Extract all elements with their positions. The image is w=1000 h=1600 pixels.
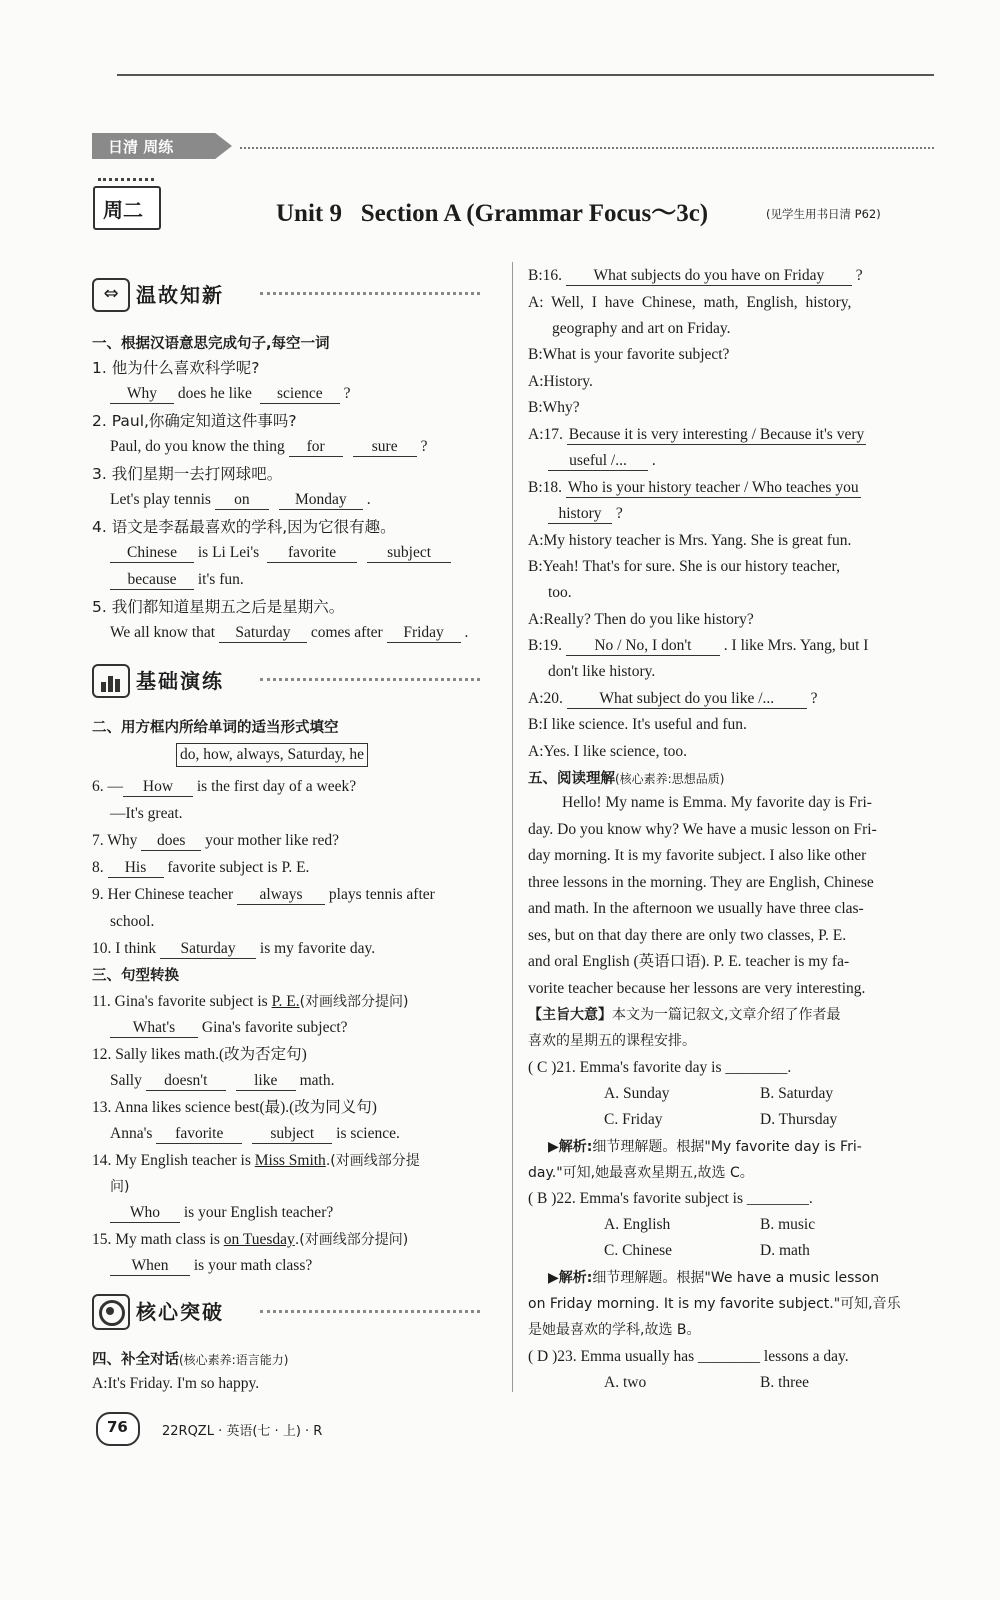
part1-heading: 一、根据汉语意思完成句子,每空一词: [92, 336, 330, 352]
dialog-a3: A:History.: [528, 373, 593, 390]
explain-icon: ▶: [548, 1270, 559, 1286]
bar-chart-icon: [92, 664, 130, 698]
header-dotted-rule: [240, 147, 934, 149]
q13-blank-a: favorite: [156, 1125, 242, 1144]
part5-heading-text: 五、阅读理解: [528, 771, 615, 787]
q3-text: Let's play tennis: [110, 491, 215, 508]
q6-line: [92, 774, 356, 800]
a17-end: .: [648, 452, 656, 469]
q8-text: 8.: [92, 859, 108, 876]
q23-line: [528, 1344, 849, 1370]
q15-text: 15. My math class is: [92, 1231, 224, 1248]
q15-blank: When: [110, 1257, 190, 1276]
q5-end: .: [460, 624, 469, 641]
core-title: 核心突破: [136, 1300, 224, 1324]
q2-prompt: 2. Paul,你确定知道这件事吗?: [92, 412, 297, 430]
q22-text: )22. Emma's favorite subject is ________.: [551, 1190, 813, 1207]
dialog-a17: [528, 422, 866, 448]
top-rule: [117, 74, 934, 76]
q21-option: A. Sunday: [604, 1085, 670, 1102]
q21-answer: C: [537, 1059, 548, 1076]
q21-option: C. Friday: [604, 1111, 663, 1128]
part4-heading-text: 四、补全对话: [92, 1352, 179, 1368]
q14-blank: Who: [110, 1204, 180, 1223]
a17-prefix: A:17.: [528, 426, 567, 443]
q3-answer-line: [110, 487, 371, 513]
passage-line: Hello! My name is Emma. My favorite day is Fri-: [562, 794, 872, 811]
q5-answer-line: [110, 620, 468, 646]
footer-code: 22RQZL · 英语(七 · 上) · R: [162, 1424, 323, 1439]
q6-blank: How: [123, 778, 193, 797]
q5-text: We all know that: [110, 624, 219, 641]
q11-answer-end: Gina's favorite subject?: [198, 1019, 348, 1036]
gist-line: [528, 1002, 840, 1028]
q2-blank-b: sure: [353, 438, 417, 457]
q15-instruction: .(对画线部分提问): [294, 1232, 409, 1248]
dialog-b2: B:What is your favorite subject?: [528, 346, 730, 363]
q12-text: Sally: [110, 1072, 146, 1089]
word-box: do, how, always, Saturday, he: [176, 743, 368, 767]
q10-line: [92, 936, 375, 962]
basic-title: 基础演练: [136, 669, 224, 693]
q12-answer: [110, 1068, 335, 1094]
b19-prefix: B:19.: [528, 637, 566, 654]
q8-blank: His: [108, 859, 164, 878]
target-icon: [92, 1294, 130, 1330]
q5-blank-a: Saturday: [219, 624, 307, 643]
core-banner-rule: [260, 1310, 480, 1313]
part4-heading-note: (核心素养:语言能力): [179, 1353, 289, 1367]
b19-end: . I like Mrs. Yang, but I: [719, 637, 869, 654]
q14-answer: [110, 1200, 333, 1226]
dialog-b4: B:Yeah! That's for sure. She is our history teacher,: [528, 558, 840, 575]
dialog-b19-cont: don't like history.: [548, 663, 656, 680]
part2-heading: 二、用方框内所给单词的适当形式填空: [92, 720, 339, 736]
q23-paren: (: [528, 1348, 538, 1365]
q4-text: is Li Lei's: [194, 544, 264, 561]
dialog-a4: A:My history teacher is Mrs. Yang. She is great fun.: [528, 532, 852, 549]
q1-blank-b: science: [260, 385, 340, 404]
q23-answer: D: [537, 1348, 549, 1365]
q22-exp-text: 细节理解题。根据"We have a music lesson: [592, 1270, 880, 1286]
q14-cont: 问): [110, 1179, 130, 1195]
dialog-b19: [528, 633, 868, 659]
q2-end: ?: [416, 438, 428, 455]
q10-end: is my favorite day.: [256, 940, 376, 957]
dialog-a6: A:Yes. I like science, too.: [528, 743, 687, 760]
q4-end: it's fun.: [194, 571, 244, 588]
passage-line: ses, but on that day there are only two classes, P. E.: [528, 927, 847, 944]
q21-paren: (: [528, 1059, 538, 1076]
passage-line: day. Do you know why? We have a music lesson on Fri-: [528, 821, 877, 838]
q12-end: math.: [295, 1072, 335, 1089]
passage-line: three lessons in the morning. They are English, Chinese: [528, 874, 874, 891]
dialog-b18-cont: [548, 501, 623, 527]
q1-blank-a: Why: [110, 385, 174, 404]
q22-explanation: [548, 1265, 879, 1291]
q22-option: C. Chinese: [604, 1242, 673, 1259]
gist-text: 本文为一篇记叙文,文章介绍了作者最: [612, 1007, 841, 1023]
q3-prompt: 3. 我们星期一去打网球吧。: [92, 465, 283, 483]
dialog-a20: [528, 686, 818, 712]
day-label: 周二: [103, 198, 143, 222]
dialog-a1: A:It's Friday. I'm so happy.: [92, 1375, 260, 1392]
dialog-b16: [528, 263, 863, 289]
q14-line: [92, 1148, 420, 1174]
q13-end: is science.: [332, 1125, 400, 1142]
q4-answer-line: [110, 540, 451, 566]
part5-heading: [528, 767, 724, 788]
dialog-a2: A: Well, I have Chinese, math, English, history,: [528, 294, 852, 311]
q11-blank: What's: [110, 1019, 198, 1038]
q12-blank-b: like: [236, 1072, 296, 1091]
q7-text: 7. Why: [92, 832, 142, 849]
q7-end: your mother like red?: [201, 832, 339, 849]
arrows-icon: ⇔: [92, 278, 130, 312]
b18-end: ?: [612, 505, 623, 522]
q5-blank-b: Friday: [387, 624, 461, 643]
part4-heading: [92, 1348, 288, 1369]
ref-note: (见学生用书日清 P62): [766, 207, 881, 221]
b19-blank: No / No, I don't: [566, 637, 720, 656]
q22-exp-cont: on Friday morning. It is my favorite subject."可知,音乐: [528, 1296, 901, 1312]
explain-icon: ▶: [548, 1139, 559, 1155]
review-banner: [92, 276, 482, 310]
q1-end: ?: [339, 385, 351, 402]
a17-blank-cont: useful /...: [548, 452, 648, 471]
q11-instruction: (对画线部分提问): [299, 994, 409, 1010]
column-divider: [512, 262, 513, 1392]
q1-answer-line: [110, 381, 351, 407]
q8-line: [92, 855, 309, 881]
q15-underlined: on Tuesday: [223, 1231, 295, 1248]
q22-option: D. math: [760, 1242, 810, 1259]
q9-blank: always: [237, 886, 325, 905]
basic-banner: [92, 662, 482, 696]
q5-prompt: 5. 我们都知道星期五之后是星期六。: [92, 598, 345, 616]
q6-reply: —It's great.: [110, 805, 183, 822]
review-title: 温故知新: [136, 283, 224, 307]
passage-line: and oral English (英语口语). P. E. teacher is my fa-: [528, 953, 850, 970]
part3-heading: 三、句型转换: [92, 968, 179, 984]
q22-option: A. English: [604, 1216, 671, 1233]
basic-banner-rule: [260, 678, 480, 681]
q13-line: 13. Anna likes science best(最).(改为同义句): [92, 1099, 377, 1116]
dialog-a5: A:Really? Then do you like history?: [528, 611, 754, 628]
q4-prompt: 4. 语文是李磊最喜欢的学科,因为它很有趣。: [92, 518, 396, 536]
core-banner: [92, 1292, 482, 1328]
q22-paren: (: [528, 1190, 538, 1207]
b16-end: ?: [851, 267, 863, 284]
header-tab-label: 日清 周练: [108, 138, 174, 156]
a20-blank: What subject do you like /...: [567, 690, 807, 709]
q6-end: is the first day of a week?: [193, 778, 357, 795]
q15-answer-end: is your math class?: [190, 1257, 313, 1274]
dialog-b3: B:Why?: [528, 399, 580, 416]
a20-prefix: A:20.: [528, 690, 567, 707]
b18-blank: Who is your history teacher / Who teaches you: [567, 479, 859, 496]
q1-text: does he like: [174, 385, 256, 402]
b18-blank-cont: history: [548, 505, 612, 524]
q23-option: B. three: [760, 1374, 810, 1391]
dialog-b4-cont: too.: [548, 584, 572, 601]
q13-text: Anna's: [110, 1125, 157, 1142]
b16-prefix: B:16.: [528, 267, 566, 284]
q6-text: 6. —: [92, 778, 123, 795]
dialog-b5: B:I like science. It's useful and fun.: [528, 716, 747, 733]
q13-blank-b: subject: [252, 1125, 332, 1144]
dialog-a17-cont: [548, 448, 656, 474]
q21-text: )21. Emma's favorite day is ________.: [551, 1059, 792, 1076]
q1-prompt: 1. 他为什么喜欢科学呢?: [92, 359, 260, 377]
unit-title: Unit 9 Section A (Grammar Focus～3c): [276, 200, 709, 227]
q7-blank: does: [141, 832, 201, 851]
q23-text: )23. Emma usually has ________ lessons a day.: [552, 1348, 849, 1365]
page-number: 76: [107, 1418, 128, 1436]
q21-option: B. Saturday: [760, 1085, 834, 1102]
q11-line: [92, 989, 409, 1015]
passage-line: day morning. It is my favorite subject. I also like other: [528, 847, 867, 864]
q12-line: 12. Sally likes math.(改为否定句): [92, 1046, 307, 1063]
q22-exp-cont2: 是她最喜欢的学科,故选 B。: [528, 1322, 701, 1338]
q2-blank-a: for: [289, 438, 343, 457]
part5-heading-note: (核心素养:思想品质): [615, 772, 725, 786]
q11-answer: [110, 1015, 348, 1041]
q3-blank-b: Monday: [279, 491, 363, 510]
q14-underlined: Miss Smith: [254, 1152, 326, 1169]
q15-answer: [110, 1253, 312, 1279]
dialog-a2-cont: geography and art on Friday.: [552, 320, 731, 337]
passage-line: vorite teacher because her lessons are very interesting.: [528, 980, 866, 997]
b16-blank: What subjects do you have on Friday: [566, 267, 852, 286]
q23-option: A. two: [604, 1374, 647, 1391]
q12-blank-a: doesn't: [146, 1072, 226, 1091]
q14-answer-end: is your English teacher?: [180, 1204, 334, 1221]
q14-instruction: .(对画线部分提: [325, 1153, 420, 1169]
q13-answer: [110, 1121, 400, 1147]
q21-exp-text: 细节理解题。根据"My favorite day is Fri-: [592, 1139, 862, 1155]
q2-text: Paul, do you know the thing: [110, 438, 289, 455]
q5-text2: comes after: [306, 624, 387, 641]
q4-blank-c: subject: [367, 544, 451, 563]
q9-end: plays tennis after: [325, 886, 435, 903]
dialog-b18: [528, 475, 861, 501]
q21-line: [528, 1055, 791, 1081]
q21-explanation: [548, 1134, 862, 1160]
q21-exp-label: 解析:: [558, 1139, 593, 1155]
q22-answer: B: [537, 1190, 548, 1207]
a20-end: ?: [806, 690, 818, 707]
q8-end: favorite subject is P. E.: [163, 859, 310, 876]
q3-end: .: [362, 491, 371, 508]
passage-line: and math. In the afternoon we usually have three clas-: [528, 900, 864, 917]
day-badge-rings: [98, 178, 154, 189]
b18-prefix: B:18.: [528, 479, 566, 496]
q21-option: D. Thursday: [760, 1111, 838, 1128]
gist-label: 【主旨大意】: [528, 1007, 612, 1023]
q14-text: 14. My English teacher is: [92, 1152, 255, 1169]
q22-exp-label: 解析:: [558, 1270, 593, 1286]
q4-blank-b: favorite: [267, 544, 357, 563]
q9-text: 9. Her Chinese teacher: [92, 886, 238, 903]
q2-answer-line: [110, 434, 427, 460]
a17-blank: Because it is very interesting / Because it's very: [568, 426, 865, 443]
q21-exp-cont: day."可知,她最喜欢星期五,故选 C。: [528, 1165, 754, 1181]
q10-text: 10. I think: [92, 940, 161, 957]
q4-blank-d: because: [110, 571, 194, 590]
review-banner-rule: [260, 292, 480, 295]
q11-text: 11. Gina's favorite subject is: [92, 993, 272, 1010]
q10-blank: Saturday: [160, 940, 256, 959]
q9-line: [92, 882, 435, 908]
q22-line: [528, 1186, 813, 1212]
q4-blank-a: Chinese: [110, 544, 194, 563]
gist-cont: 喜欢的星期五的课程安排。: [528, 1033, 696, 1049]
q9-cont: school.: [110, 913, 155, 930]
q22-option: B. music: [760, 1216, 816, 1233]
q4-answer-line2: [110, 567, 244, 593]
q7-line: [92, 828, 339, 854]
q15-line: [92, 1227, 408, 1253]
q11-underlined: P. E.: [271, 993, 300, 1010]
q3-blank-a: on: [215, 491, 269, 510]
